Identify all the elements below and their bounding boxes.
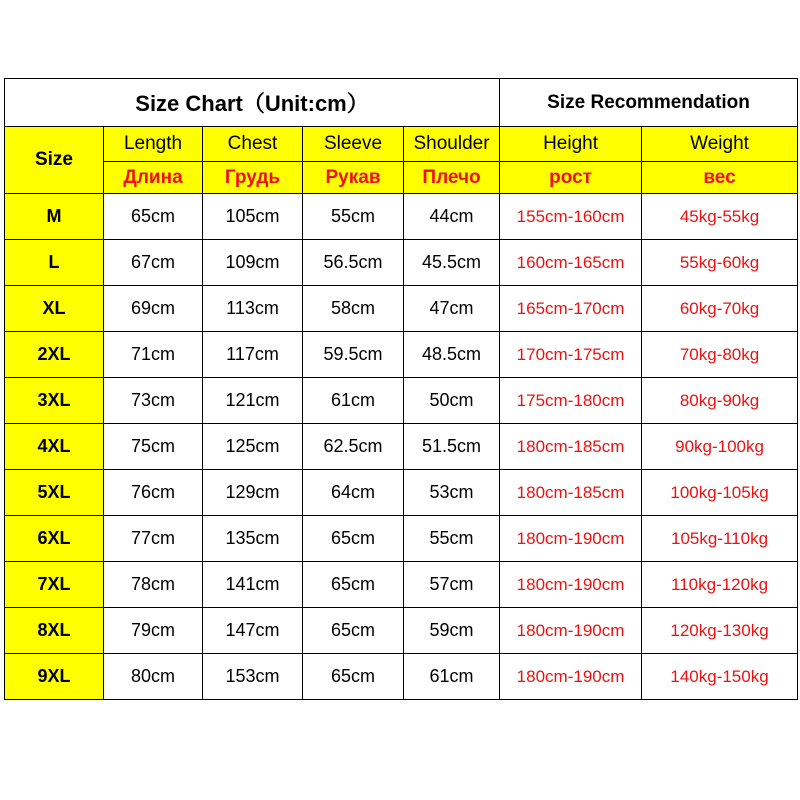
height-range-cell: 180cm-185cm <box>500 424 642 470</box>
chest-cell: 121cm <box>203 378 303 424</box>
size-column-header: Size <box>5 127 104 194</box>
height-range-cell: 180cm-190cm <box>500 562 642 608</box>
length-cell: 80cm <box>104 654 203 700</box>
sleeve-header-ru: Рукав <box>303 162 404 194</box>
height-range-cell: 155cm-160cm <box>500 194 642 240</box>
weight-range-cell: 80kg-90kg <box>642 378 798 424</box>
chest-cell: 135cm <box>203 516 303 562</box>
shoulder-cell: 57cm <box>404 562 500 608</box>
shoulder-cell: 51.5cm <box>404 424 500 470</box>
sleeve-cell: 65cm <box>303 608 404 654</box>
size-label-cell: 3XL <box>5 378 104 424</box>
weight-range-cell: 45kg-55kg <box>642 194 798 240</box>
chest-cell: 153cm <box>203 654 303 700</box>
table-row <box>5 470 798 516</box>
weight-range-cell: 110kg-120kg <box>642 562 798 608</box>
size-label-cell: 9XL <box>5 654 104 700</box>
length-cell: 73cm <box>104 378 203 424</box>
chest-cell: 113cm <box>203 286 303 332</box>
chest-cell: 117cm <box>203 332 303 378</box>
title-row <box>5 79 798 127</box>
english-header-row <box>5 127 798 162</box>
sleeve-cell: 65cm <box>303 562 404 608</box>
shoulder-cell: 44cm <box>404 194 500 240</box>
russian-header-row <box>5 162 798 194</box>
weight-range-cell: 90kg-100kg <box>642 424 798 470</box>
size-recommendation-title: Size Recommendation <box>500 79 798 127</box>
size-label-cell: XL <box>5 286 104 332</box>
sleeve-cell: 59.5cm <box>303 332 404 378</box>
length-cell: 75cm <box>104 424 203 470</box>
sleeve-cell: 61cm <box>303 378 404 424</box>
size-label-cell: 8XL <box>5 608 104 654</box>
sleeve-cell: 65cm <box>303 654 404 700</box>
height-header: Height <box>500 127 642 162</box>
size-label-cell: 7XL <box>5 562 104 608</box>
shoulder-cell: 50cm <box>404 378 500 424</box>
shoulder-cell: 59cm <box>404 608 500 654</box>
chest-cell: 147cm <box>203 608 303 654</box>
height-range-cell: 180cm-190cm <box>500 608 642 654</box>
size-chart-table <box>4 78 798 700</box>
chest-cell: 141cm <box>203 562 303 608</box>
table-row <box>5 608 798 654</box>
chest-header: Chest <box>203 127 303 162</box>
length-cell: 67cm <box>104 240 203 286</box>
chest-cell: 105cm <box>203 194 303 240</box>
size-chart-title: Size Chart（Unit:cm） <box>5 79 500 127</box>
height-range-cell: 180cm-190cm <box>500 516 642 562</box>
length-cell: 71cm <box>104 332 203 378</box>
shoulder-cell: 47cm <box>404 286 500 332</box>
sleeve-cell: 56.5cm <box>303 240 404 286</box>
sleeve-header: Sleeve <box>303 127 404 162</box>
weight-range-cell: 120kg-130kg <box>642 608 798 654</box>
shoulder-cell: 55cm <box>404 516 500 562</box>
size-label-cell: 5XL <box>5 470 104 516</box>
size-label-cell: L <box>5 240 104 286</box>
sleeve-cell: 65cm <box>303 516 404 562</box>
weight-range-cell: 60kg-70kg <box>642 286 798 332</box>
size-label-cell: 2XL <box>5 332 104 378</box>
length-cell: 76cm <box>104 470 203 516</box>
table-row <box>5 562 798 608</box>
sleeve-cell: 58cm <box>303 286 404 332</box>
length-cell: 69cm <box>104 286 203 332</box>
shoulder-header-ru: Плечо <box>404 162 500 194</box>
shoulder-cell: 53cm <box>404 470 500 516</box>
height-range-cell: 180cm-190cm <box>500 654 642 700</box>
table-row <box>5 516 798 562</box>
height-range-cell: 160cm-165cm <box>500 240 642 286</box>
shoulder-cell: 48.5cm <box>404 332 500 378</box>
length-cell: 78cm <box>104 562 203 608</box>
shoulder-header: Shoulder <box>404 127 500 162</box>
shoulder-cell: 61cm <box>404 654 500 700</box>
length-header: Length <box>104 127 203 162</box>
sleeve-cell: 62.5cm <box>303 424 404 470</box>
size-label-cell: 6XL <box>5 516 104 562</box>
weight-range-cell: 140kg-150kg <box>642 654 798 700</box>
chest-cell: 109cm <box>203 240 303 286</box>
chest-header-ru: Грудь <box>203 162 303 194</box>
chest-cell: 129cm <box>203 470 303 516</box>
weight-range-cell: 100kg-105kg <box>642 470 798 516</box>
weight-header: Weight <box>642 127 798 162</box>
table-row <box>5 424 798 470</box>
shoulder-cell: 45.5cm <box>404 240 500 286</box>
sleeve-cell: 64cm <box>303 470 404 516</box>
length-cell: 65cm <box>104 194 203 240</box>
sleeve-cell: 55cm <box>303 194 404 240</box>
table-row <box>5 378 798 424</box>
table-row <box>5 240 798 286</box>
length-cell: 77cm <box>104 516 203 562</box>
table-row <box>5 286 798 332</box>
weight-range-cell: 70kg-80kg <box>642 332 798 378</box>
height-range-cell: 165cm-170cm <box>500 286 642 332</box>
table-row <box>5 332 798 378</box>
height-header-ru: рост <box>500 162 642 194</box>
length-header-ru: Длина <box>104 162 203 194</box>
size-label-cell: 4XL <box>5 424 104 470</box>
weight-range-cell: 55kg-60kg <box>642 240 798 286</box>
size-label-cell: M <box>5 194 104 240</box>
height-range-cell: 180cm-185cm <box>500 470 642 516</box>
chest-cell: 125cm <box>203 424 303 470</box>
height-range-cell: 170cm-175cm <box>500 332 642 378</box>
table-row <box>5 194 798 240</box>
table-row <box>5 654 798 700</box>
length-cell: 79cm <box>104 608 203 654</box>
weight-range-cell: 105kg-110kg <box>642 516 798 562</box>
height-range-cell: 175cm-180cm <box>500 378 642 424</box>
weight-header-ru: вес <box>642 162 798 194</box>
